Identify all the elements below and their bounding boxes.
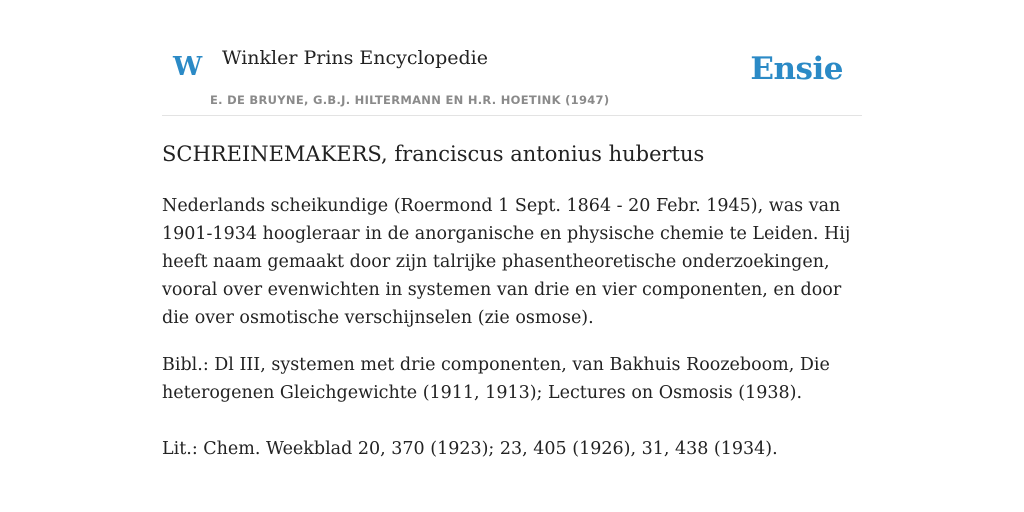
ensie-brand-logo[interactable]: Ensie <box>750 51 843 87</box>
article-paragraph-literature: Lit.: Chem. Weekblad 20, 370 (1923); 23, 405 (1926), 31, 438 (1934). <box>162 439 778 459</box>
article-title: SCHREINEMAKERS, franciscus antonius hubertus <box>162 142 705 166</box>
site-authors: E. DE BRUYNE, G.B.J. HILTERMANN EN H.R. HOETINK (1947) <box>210 93 610 107</box>
article-paragraph-description: Nederlands scheikundige (Roermond 1 Sept. 1864 - 20 Febr. 1945), was van 1901-1934 hoogleraar in de anorganische en physische chemie te Leiden. Hij heeft naam gemaakt door zijn talrijke phasentheoretische onderzoekingen, vooral over evenwichten in systemen van drie en vier componenten, en door die over osmotische verschijnselen (zie osmose). <box>162 196 851 328</box>
article-paragraph-bibliography: Bibl.: Dl III, systemen met drie componenten, van Bakhuis Roozeboom, Die heterogenen Gleichgewichte (1911, 1913); Lectures on Osmosis (1938). <box>162 355 830 403</box>
site-title[interactable]: Winkler Prins Encyclopedie <box>222 47 488 69</box>
site-header <box>162 40 862 116</box>
article <box>162 138 867 463</box>
winkler-prins-logo-icon[interactable]: W <box>173 52 203 82</box>
